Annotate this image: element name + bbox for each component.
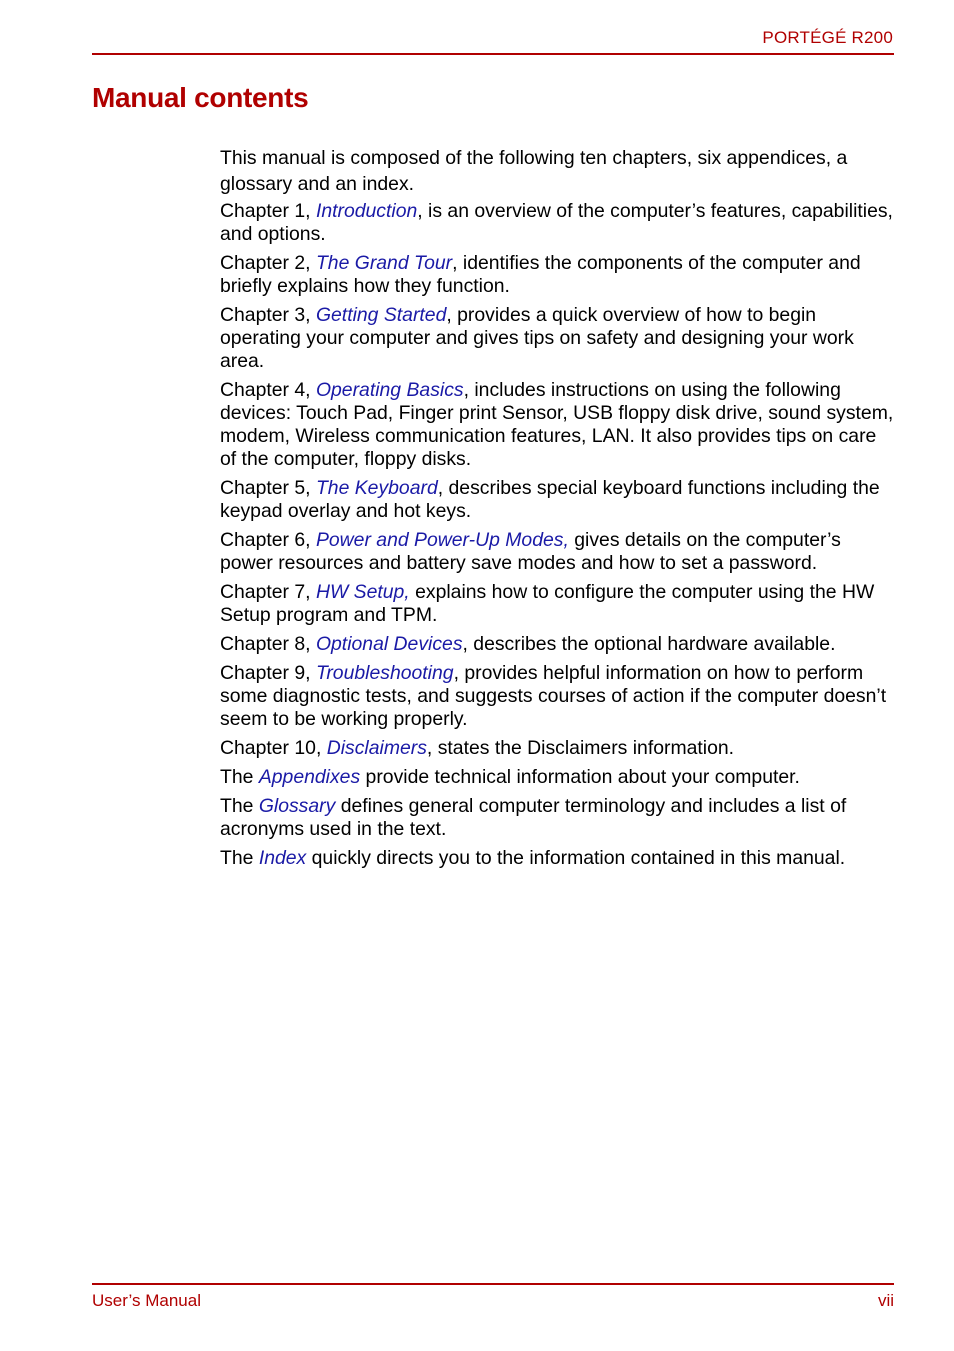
- entry-description: , provides helpful information on how to perform some diagnostic tests, and suggests courses of action if the computer doesn’t seem to be working properly.: [220, 662, 887, 730]
- link-disclaimers[interactable]: Disclaimers: [326, 737, 427, 759]
- entry-appendixes: [220, 766, 896, 789]
- entry-prefix: Chapter 4,: [220, 379, 316, 401]
- entry-description: , is an overview of the computer’s features, capabilities, and options.: [220, 200, 893, 245]
- entry-description: , states the Disclaimers information.: [426, 737, 735, 759]
- link-hw-setup[interactable]: HW Setup,: [315, 581, 410, 603]
- entry-prefix: The: [220, 795, 259, 817]
- entry-description: , includes instructions on using the following devices: Touch Pad, Finger print Sensor, USB floppy disk drive, sound system, modem, Wireless communication features, LAN. It also provides tips on care of the computer, floppy disks.: [220, 379, 894, 470]
- entry-chapter-5: [220, 477, 896, 523]
- entry-description: gives details on the computer’s power resources and battery save modes and how to set a password.: [220, 529, 841, 574]
- entry-prefix: The: [220, 766, 259, 788]
- intro-paragraph: This manual is composed of the following ten chapters, six appendices, a glossary and an index.: [220, 147, 848, 195]
- entry-description: , identifies the components of the computer and briefly explains how they function.: [220, 252, 861, 297]
- entry-chapter-2: [220, 252, 896, 298]
- link-appendixes[interactable]: Appendixes: [258, 766, 361, 788]
- entry-chapter-9: [220, 662, 896, 731]
- entry-description: , describes the optional hardware available.: [462, 633, 836, 655]
- entry-index: [220, 847, 896, 870]
- entry-description: defines general computer terminology and includes a list of acronyms used in the text.: [220, 795, 847, 840]
- entry-chapter-3: [220, 304, 896, 373]
- entry-description: explains how to configure the computer using the HW Setup program and TPM.: [220, 581, 875, 626]
- link-operating-basics[interactable]: Operating Basics: [315, 379, 464, 401]
- page-number: vii: [877, 1291, 894, 1310]
- entry-chapter-4: [220, 379, 896, 471]
- entry-description: quickly directs you to the information contained in this manual.: [306, 847, 846, 869]
- header-rule: [92, 53, 894, 55]
- entry-prefix: Chapter 1,: [220, 200, 316, 222]
- entry-description: , provides a quick overview of how to begin operating your computer and gives tips on safety and designing your work area.: [220, 304, 854, 372]
- entry-chapter-8: [220, 633, 896, 656]
- link-the-grand-tour[interactable]: The Grand Tour: [315, 252, 453, 274]
- entry-chapter-6: [220, 529, 896, 575]
- entry-prefix: Chapter 9,: [220, 662, 316, 684]
- product-title: PORTÉGÉ R200: [762, 28, 893, 47]
- entry-prefix: Chapter 8,: [220, 633, 316, 655]
- entry-prefix: Chapter 10,: [220, 737, 327, 759]
- link-the-keyboard[interactable]: The Keyboard: [315, 477, 438, 499]
- link-optional-devices[interactable]: Optional Devices: [315, 633, 463, 655]
- entry-prefix: Chapter 6,: [220, 529, 316, 551]
- entry-prefix: Chapter 5,: [220, 477, 316, 499]
- entry-chapter-10: [220, 737, 896, 760]
- footer-manual-title: User’s Manual: [92, 1291, 201, 1310]
- entry-chapter-7: [220, 581, 896, 627]
- link-power-and-power-up-modes[interactable]: Power and Power-Up Modes,: [315, 529, 569, 551]
- entry-prefix: The: [220, 847, 259, 869]
- link-troubleshooting[interactable]: Troubleshooting: [315, 662, 454, 684]
- entry-prefix: Chapter 7,: [220, 581, 316, 603]
- manual-contents-body: [220, 145, 896, 876]
- entry-description: provide technical information about your computer.: [360, 766, 800, 788]
- link-introduction[interactable]: Introduction: [315, 200, 418, 222]
- page-title: Manual contents: [92, 82, 309, 113]
- entry-prefix: Chapter 2,: [220, 252, 316, 274]
- entry-glossary: [220, 795, 896, 841]
- entry-prefix: Chapter 3,: [220, 304, 316, 326]
- entry-description: , describes special keyboard functions including the keypad overlay and hot keys.: [220, 477, 880, 522]
- link-glossary[interactable]: Glossary: [258, 795, 336, 817]
- footer-rule: [92, 1283, 894, 1285]
- entry-chapter-1: [220, 200, 896, 246]
- link-index[interactable]: Index: [258, 847, 307, 869]
- link-getting-started[interactable]: Getting Started: [315, 304, 447, 326]
